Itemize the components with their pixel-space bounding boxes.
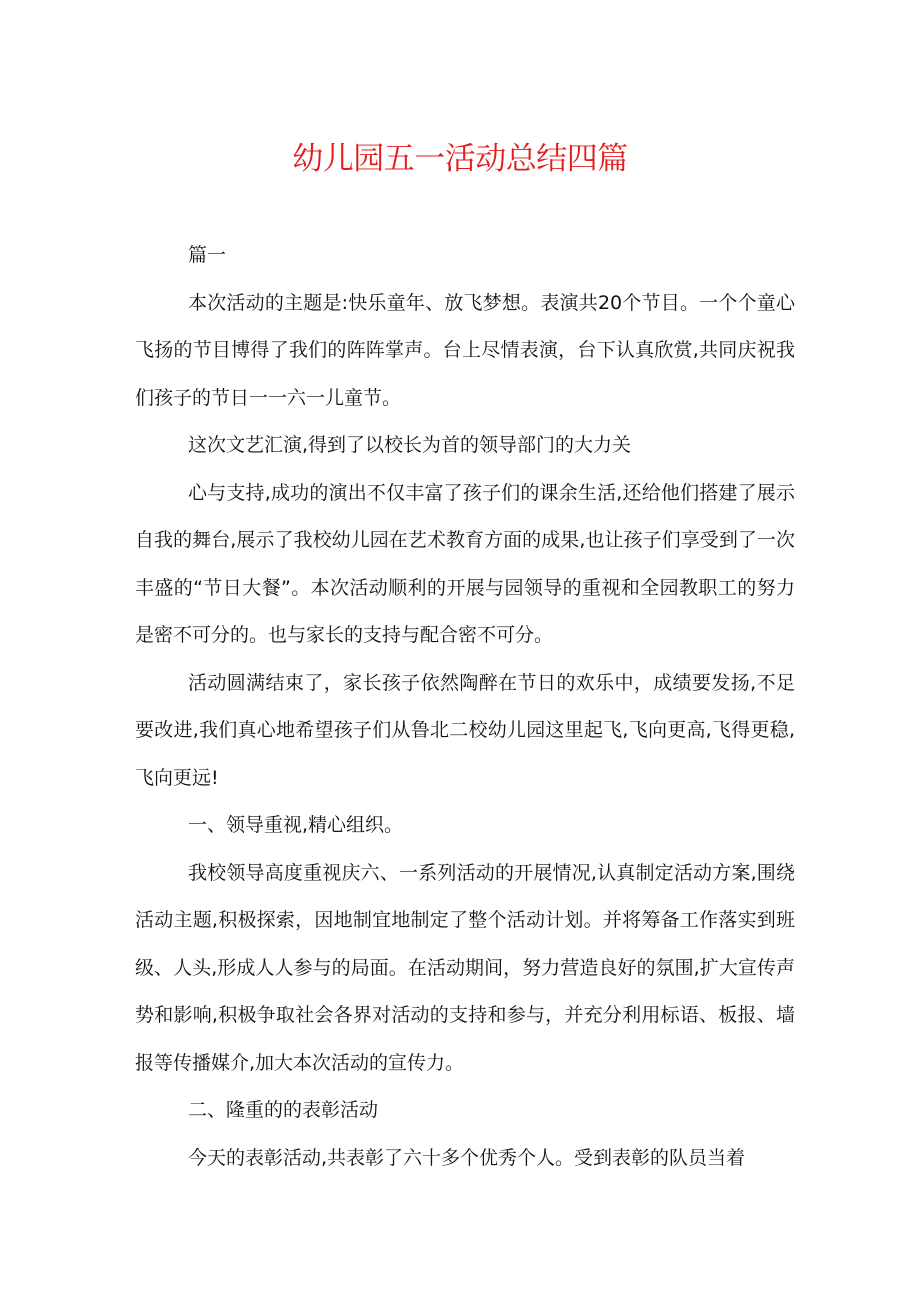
paragraph: 今天的表彰活动,共表彰了六十多个优秀个人。受到表彰的队员当着 [188,1146,746,1169]
paragraph: 我校领导高度重视庆六、一系列活动的开展情况,认真制定活动方案,围绕活动主题,积极探索，因地制宜地制定了整个活动计划。并将筹备工作落实到班级、人头,形成人人参与的局面。在活动期间，努力营造良好的氛围,扩大宣传声势和影响,积极争取社会各界对活动的支持和参与，并充分利用标语、板报、墙报等传播媒介,加大本次活动的宣传力。 [135,861,795,1074]
section-heading: 篇一 [188,244,227,266]
paragraph: 本次活动的主题是:快乐童年、放飞梦想。表演共20个节目。一个个童心飞扬的节目博得了我们的阵阵掌声。台上尽情表演，台下认真欣赏,共同庆祝我们孩子的节日一一六一儿童节。 [135,291,795,409]
document-body [135,232,795,1182]
section-heading: 一、领导重视,精心组织。 [188,814,404,836]
document-title: 幼儿园五一活动总结四篇 [292,141,628,177]
section-heading: 二、隆重的的表彰活动 [188,1099,379,1121]
paragraph: 这次文艺汇演,得到了以校长为首的领导部门的大力关 [188,434,632,456]
paragraph: 活动圆满结束了，家长孩子依然陶醉在节日的欢乐中，成绩要发扬,不足要改进,我们真心地希望孩子们从鲁北二校幼儿园这里起飞,飞向更高,飞得更稳,飞向更远! [135,671,795,789]
paragraph: 心与支持,成功的演出不仅丰富了孩子们的课余生活,还给他们搭建了展示自我的舞台,展示了我校幼儿园在艺术教育方面的成果,也让孩子们享受到了一次丰盛的“节日大餐”。本次活动顺利的开展与园领导的重视和全园教职工的努力是密不可分的。也与家长的支持与配合密不可分。 [135,481,795,646]
